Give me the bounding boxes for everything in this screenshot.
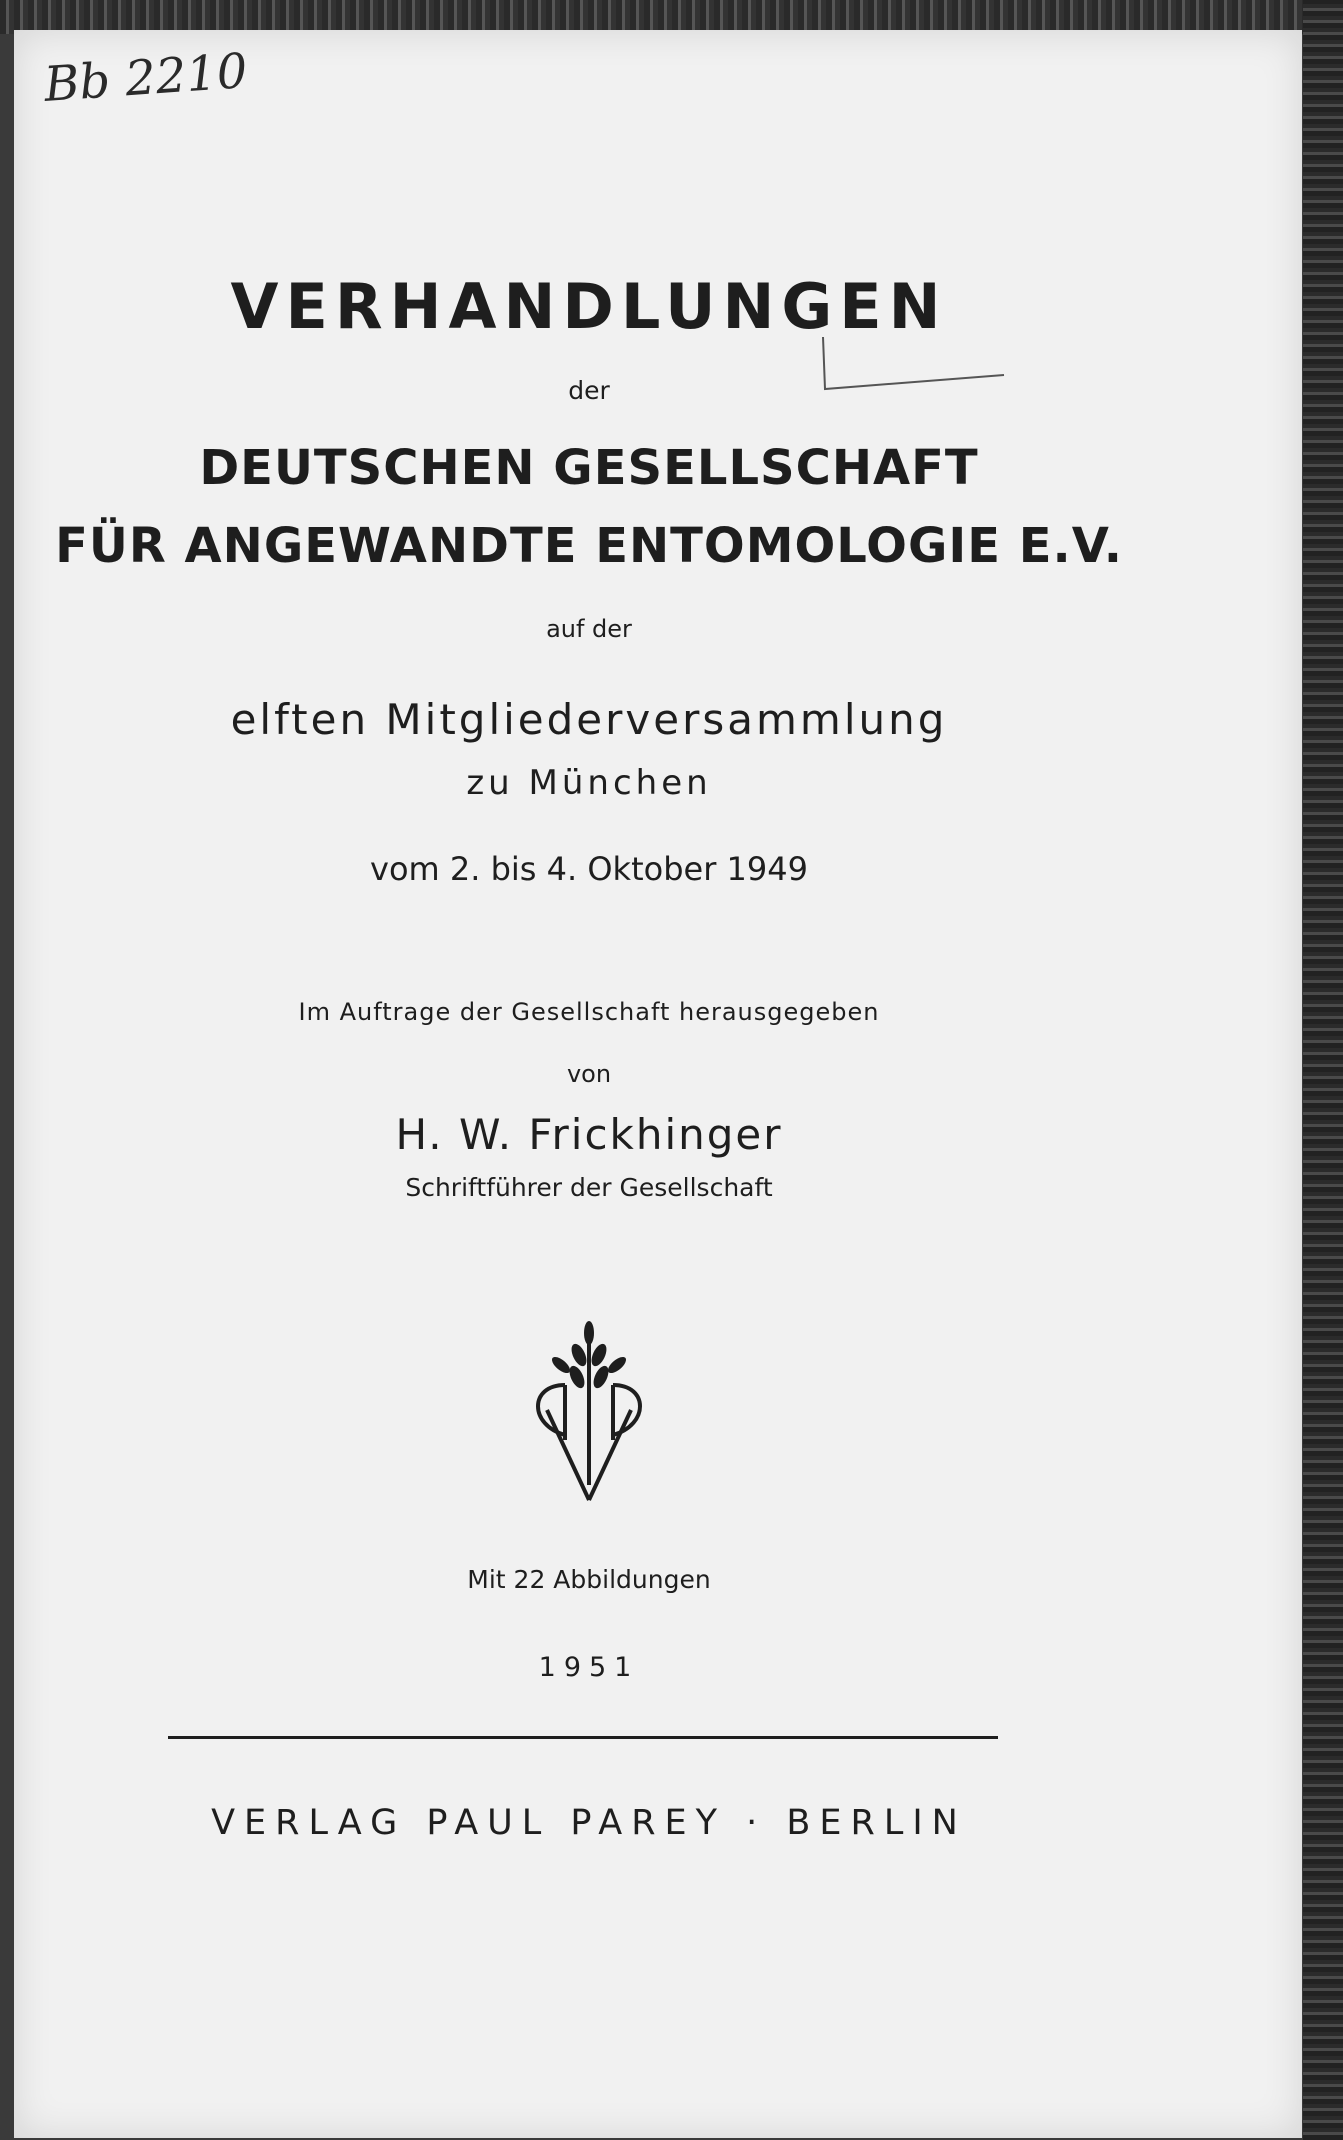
- scan-top-edge: [0, 0, 1343, 34]
- scan-binding-edge: [1303, 0, 1343, 2140]
- der-text: der: [568, 376, 610, 405]
- meeting-name: elften Mitgliederversammlung: [230, 695, 948, 744]
- wheat-pp-publisher-logo-icon: [519, 1315, 659, 1505]
- book-title: VERHANDLUNGEN: [230, 270, 948, 343]
- handwritten-call-number: Bb 2210: [42, 42, 250, 114]
- organization-line-2: FÜR ANGEWANDTE ENTOMOLOGIE E.V.: [55, 518, 1123, 574]
- editor-role: Schriftführer der Gesellschaft: [405, 1173, 773, 1202]
- publication-year: 1951: [538, 1652, 640, 1683]
- organization-line-1: DEUTSCHEN GESELLSCHAFT: [199, 440, 979, 496]
- meeting-city: zu München: [466, 763, 712, 803]
- commission-text: Im Auftrage der Gesellschaft herausgegeben: [298, 998, 880, 1026]
- auf-der-text: auf der: [546, 615, 632, 643]
- editor-name: H. W. Frickhinger: [395, 1110, 783, 1159]
- divider-rule: [168, 1736, 998, 1739]
- illustrations-note: Mit 22 Abbildungen: [467, 1565, 711, 1594]
- meeting-dates: vom 2. bis 4. Oktober 1949: [370, 850, 808, 888]
- von-text: von: [566, 1060, 612, 1088]
- title-page: [14, 30, 1302, 2138]
- publisher-imprint: VERLAG PAUL PAREY · BERLIN: [211, 1803, 967, 1843]
